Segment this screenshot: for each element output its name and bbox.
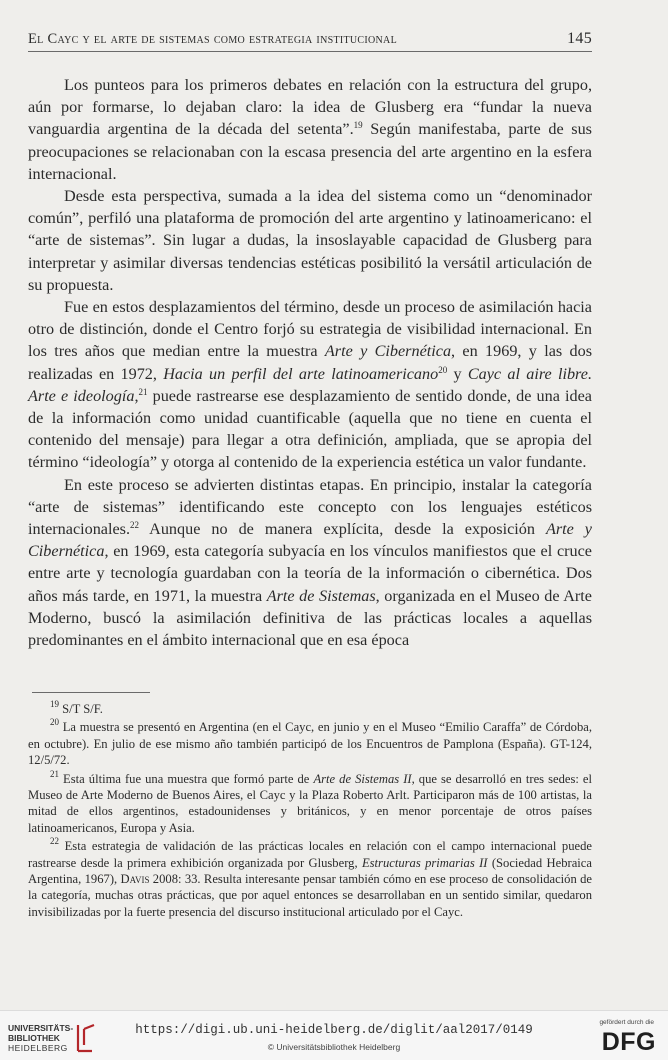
paragraph-4: En este proceso se advierten distintas etapas. En principio, instalar la categoría “arte de sistemas” identificando este concepto con los lenguajes estéticos internacionales.$^{22}$ Aunque no de manera explícita, desde la exposición Arte y Cibernética, en 1969, esta categoría subyacía en los vínculos manifiestos que el cruce entre arte y tecnología guardaban con la teoría de la información o cibernética. Dos años más tarde, en 1971, la muestra Arte de Sistemas, organizada en el Museo de Arte Moderno, buscó la asimilación definitiva de las prácticas locales a aquellas predominantes en el ámbito internacional que en esa época: [28, 475, 592, 650]
dfg-logo[interactable]: DFG: [601, 1028, 656, 1056]
body-text: [28, 74, 592, 651]
paragraph-3: Fue en estos desplazamientos del término, desde un proceso de asimilación hacia otro de distinción, donde el Centro forjó su estrategia de visibilidad internacional. En los tres años que median entre la muestra Arte y Cibernética, en 1969, y las dos realizadas en 1972, Hacia un perfil del arte latinoamericano$^{20}$ y Cayc al aire libre. Arte e ideología,$^{21}$ puede rastrearse ese desplazamiento de sentido donde, de una idea de la información como unidad cuantificable (aquella que no tiene en cuenta el contenido del mensaje) para llegar a otra definición, ampliada, que se apropia del término “ideología” y otorga al contenido de la experiencia estética un valor fundante.: [28, 298, 593, 472]
footnote-ref-21[interactable]: 21: [138, 386, 148, 397]
footnote-20: $^{20}$ La muestra se presentó en Argentina (en el Cayc, en junio y en el Museo “Emilio Caraffa” de Córdoba, en octubre). En julio de ese mismo año también participó de los Encuentros de Pamplona (España). GT-124, 12/5/72.: [28, 717, 592, 768]
paragraph-2: Desde esta perspectiva, sumada a la idea del sistema como un “denominador común”, perfiló una plataforma de promoción del arte argentino y latinoamericano: el “arte de sistemas”. Sin lugar a dudas, la insoslayable capacidad de Glusberg para interpretar y asimilar diversas tendencias estéticas posibilitó la versátil articulación de su propuesta.: [28, 187, 592, 294]
copyright-notice: © Universitätsbibliothek Heidelberg: [267, 1042, 401, 1052]
paragraph-1: Los punteos para los primeros debates en relación con la estructura del grupo, aún por formarse, lo dejaban claro: la idea de Glusberg era “fundar la nueva vanguardia argentina de la década del setenta”.$^{19}$ Según manifestaba, parte de sus preocupaciones se relacionaban con la escasa presencia del arte argentino en la esfera internacional.: [28, 76, 592, 183]
footnote-19: $^{19}$ S/T S/F.: [50, 699, 103, 716]
viewer-footer: [0, 1010, 668, 1060]
running-title: El Cayc y el arte de sistemas como estrategia institucional: [28, 31, 397, 47]
library-logo[interactable]: UNIVERSITÄTS- BIBLIOTHEK HEIDELBERG: [8, 1023, 74, 1053]
funding-note: gefördert durch die: [599, 1019, 654, 1026]
permalink-url[interactable]: https://digi.ub.uni-heidelberg.de/diglit/aal2017/0149: [135, 1023, 533, 1037]
footnotes: [28, 692, 592, 922]
footnote-ref-19[interactable]: 19: [353, 120, 363, 131]
running-head: [28, 30, 592, 52]
footnote-22: $^{22}$ Esta estrategia de validación de las prácticas locales en relación con el campo internacional puede rastrearse desde la primera exhibición organizada por Glusberg, Estructuras primarias II (Sociedad Hebraica Argentina, 1967), Davis 2008: 33. Resulta interesante pensar también cómo en ese proceso de consolidación de la categoría, muchas otras prácticas, que por aquel entonces se desarrollaban en un sentido similar, quedaron invisibilizadas por la fuerte presencia del discurso institucional articulado por el Cayc.: [28, 836, 592, 919]
footnote-21: $^{21}$ Esta última fue una muestra que formó parte de Arte de Sistemas II, que se desarrolló en tres sedes: el Museo de Arte Moderno de Buenos Aires, el Cayc y la Plaza Roberto Arlt. Participaron más de 100 artistas, la mitad de ellos argentinos, estadounidenses y británicos, y en menor porcentaje de otros países latinoamericanos, Europa y Asia.: [28, 768, 593, 835]
footnote-ref-20[interactable]: 20: [438, 364, 448, 375]
page-number: 145: [567, 30, 592, 47]
footnote-ref-22[interactable]: 22: [130, 520, 140, 531]
